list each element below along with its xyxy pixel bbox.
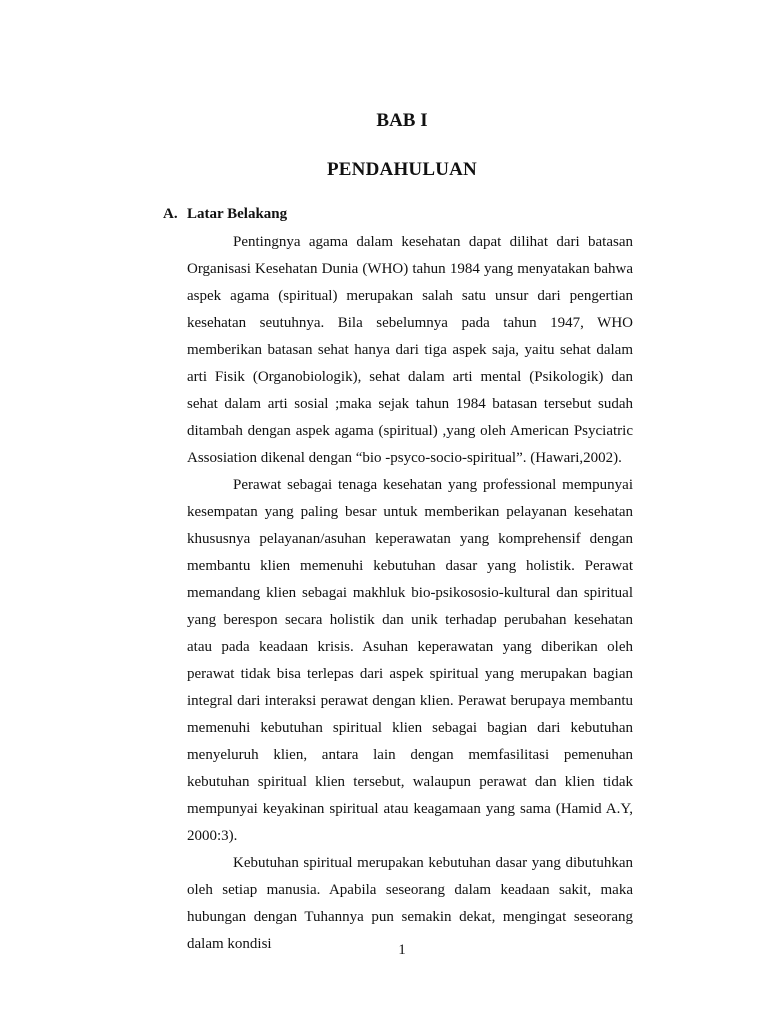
paragraph-2: Perawat sebagai tenaga kesehatan yang professional mempunyai kesempatan yang paling besar untuk memberikan pelayanan kesehatan khususnya pelayanan/asuhan keperawatan yang komprehensif dengan membantu klien memenuhi kebutuhan dasar yang holistik. Perawat memandang klien sebagai makhluk bio-psikososio-kultural dan spiritual yang berespon secara holistik dan unik terhadap perubahan kesehatan atau pada keadaan krisis. Asuhan keperawatan yang diberikan oleh perawat tidak bisa terlepas dari aspek spiritual yang merupakan bagian integral dari interaksi perawat dengan klien. Perawat berupaya membantu memenuhi kebutuhan spiritual klien sebagai bagian dari kebutuhan menyeluruh klien, antara lain dengan memfasilitasi pemenuhan kebutuhan spiritual klien tersebut, walaupun perawat dan klien tidak mempunyai keyakinan spiritual atau keagamaan yang sama (Hamid A.Y, 2000:3).: [187, 477, 633, 844]
section-letter: A.: [163, 206, 178, 222]
section-title: Latar Belakang: [187, 206, 288, 222]
body-text: [187, 229, 633, 958]
page-number: 1: [398, 942, 406, 958]
chapter-number: BAB I: [376, 110, 428, 131]
paragraph-3: Kebutuhan spiritual merupakan kebutuhan dasar yang dibutuhkan oleh setiap manusia. Apabila seseorang dalam keadaan sakit, maka hubungan dengan Tuhannya pun semakin dekat, mengingat seseorang dalam kondisi: [187, 855, 633, 952]
chapter-title: PENDAHULUAN: [327, 159, 477, 180]
paragraph-1: Pentingnya agama dalam kesehatan dapat dilihat dari batasan Organisasi Kesehatan Dunia (WHO) tahun 1984 yang menyatakan bahwa aspek agama (spiritual) merupakan salah satu unsur dari pengertian kesehatan seutuhnya. Bila sebelumnya pada tahun 1947, WHO memberikan batasan sehat hanya dari tiga aspek saja, yaitu sehat dalam arti Fisik (Organobiologik), sehat dalam arti mental (Psikologik) dan sehat dalam arti sosial ;maka sejak tahun 1984 batasan tersebut sudah ditambah dengan aspek agama (spiritual) ,yang oleh American Psyciatric Assosiation dikenal dengan “bio -psyco-socio-spiritual”. (Hawari,2002).: [187, 234, 633, 466]
section-heading: [163, 206, 287, 223]
